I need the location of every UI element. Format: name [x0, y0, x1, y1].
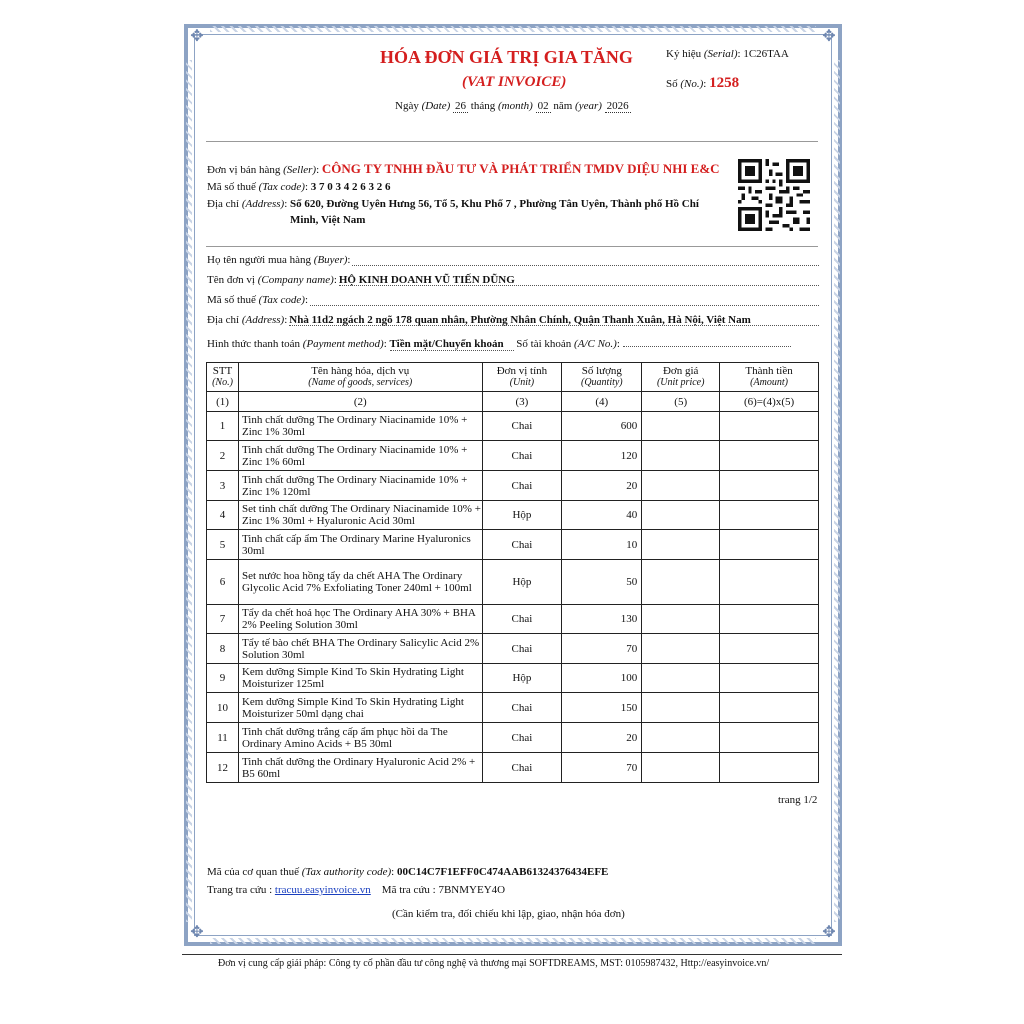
table-row — [207, 664, 819, 693]
row-number: 2 — [207, 441, 239, 471]
ornament-corner-icon: ✥ — [822, 28, 836, 45]
buyer-name-field — [352, 254, 819, 266]
row-number: 4 — [207, 501, 239, 530]
row-number: 7 — [207, 605, 239, 634]
buyer-address-field: Nhà 11d2 ngách 2 ngõ 178 quan nhân, Phường Nhân Chính, Quận Thanh Xuân, Hà Nội, Việt Nam — [289, 314, 819, 326]
table-row — [207, 605, 819, 634]
item-amount — [720, 412, 819, 441]
buyer-company-line: Tên đơn vị (Company name) : HỘ KINH DOANH VŨ TIẾN DŨNG — [207, 274, 819, 286]
row-number: 12 — [207, 753, 239, 783]
payment-line: Hình thức thanh toán (Payment method): Tiền mặt/Chuyển khoản Số tài khoản (A/C No.): — [207, 335, 791, 351]
buyer-name-line: Họ tên người mua hàng (Buyer) : — [207, 254, 819, 266]
item-name: Tinh chất dưỡng The Ordinary Niacinamide 10% + Zinc 1% 30ml — [238, 412, 482, 441]
item-amount — [720, 501, 819, 530]
item-unit: Chai — [482, 753, 562, 783]
ornament-corner-icon: ✥ — [190, 28, 204, 45]
item-name: Tinh chất dưỡng the Ordinary Hyaluronic Acid 2% + B5 60ml — [238, 753, 482, 783]
row-number: 11 — [207, 723, 239, 753]
item-quantity: 600 — [562, 412, 642, 441]
item-name: Tẩy tế bào chết BHA The Ordinary Salicylic Acid 2% Solution 30ml — [238, 634, 482, 664]
item-amount — [720, 471, 819, 501]
lookup-link[interactable]: tracuu.easyinvoice.vn — [274, 884, 371, 896]
divider — [206, 246, 818, 247]
item-amount — [720, 441, 819, 471]
item-unit-price — [642, 471, 720, 501]
item-name: Kem dưỡng Simple Kind To Skin Hydrating Light Moisturizer 50ml dạng chai — [238, 693, 482, 723]
item-unit-price — [642, 723, 720, 753]
item-amount — [720, 753, 819, 783]
item-amount — [720, 605, 819, 634]
item-unit-price — [642, 693, 720, 723]
lookup-code: 7BNMYEY4O — [438, 884, 506, 896]
table-row — [207, 412, 819, 441]
item-name: Set nước hoa hồng tẩy da chết AHA The Ordinary Glycolic Acid 7% Exfoliating Toner 240ml + 100ml — [238, 560, 482, 605]
table-row — [207, 753, 819, 783]
invoice-number: Số (No.): 1258 — [666, 75, 740, 91]
border-pattern-right — [834, 60, 840, 922]
ornament-corner-icon: ✥ — [822, 924, 836, 941]
seller-tax-line: Mã số thuế (Tax code): 3 7 0 3 4 2 6 3 2 6 — [207, 181, 391, 193]
divider — [182, 954, 842, 955]
account-number-field — [623, 335, 791, 347]
item-unit: Hộp — [482, 664, 562, 693]
item-unit: Chai — [482, 471, 562, 501]
item-quantity: 50 — [562, 560, 642, 605]
item-amount — [720, 723, 819, 753]
table-row — [207, 634, 819, 664]
item-quantity: 20 — [562, 471, 642, 501]
item-quantity: 130 — [562, 605, 642, 634]
table-row — [207, 501, 819, 530]
border-pattern-top — [210, 26, 816, 32]
table-row — [207, 471, 819, 501]
item-quantity: 40 — [562, 501, 642, 530]
item-quantity: 10 — [562, 530, 642, 560]
item-name: Tinh chất dưỡng The Ordinary Niacinamide 10% + Zinc 1% 60ml — [238, 441, 482, 471]
qr-code-icon — [738, 158, 810, 232]
item-amount — [720, 634, 819, 664]
border-pattern-bottom — [210, 938, 816, 944]
lookup-line: Trang tra cứu : tracuu.easyinvoice.vn Mã tra cứu : 7BNMYEY4O — [207, 884, 506, 896]
buyer-address-line: Địa chỉ (Address) : Nhà 11d2 ngách 2 ngõ 178 quan nhân, Phường Nhân Chính, Quận Thanh Xuân, Hà Nội, Việt Nam — [207, 314, 819, 326]
buyer-company-field: HỘ KINH DOANH VŨ TIẾN DŨNG — [339, 274, 819, 286]
item-unit: Chai — [482, 530, 562, 560]
item-unit: Hộp — [482, 560, 562, 605]
row-number: 5 — [207, 530, 239, 560]
tax-authority-code-line: Mã của cơ quan thuế (Tax authority code): 00C14C7F1EFF0C474AAB61324376434EFE — [207, 866, 609, 878]
item-unit: Hộp — [482, 501, 562, 530]
item-unit: Chai — [482, 693, 562, 723]
invoice-title: HÓA ĐƠN GIÁ TRỊ GIA TĂNG — [380, 47, 633, 67]
buyer-tax-line: Mã số thuế (Tax code) : — [207, 294, 819, 306]
row-number: 1 — [207, 412, 239, 441]
buyer-tax-field — [310, 294, 819, 306]
provider-info: Đơn vị cung cấp giải pháp: Công ty cổ phần đầu tư công nghệ và thương mại SOFTDREAMS, MST: 0105987432, Http://easyinvoice.vn/ — [218, 958, 770, 969]
page-number: trang 1/2 — [778, 794, 818, 806]
item-name: Tinh chất dưỡng The Ordinary Niacinamide 10% + Zinc 1% 120ml — [238, 471, 482, 501]
table-row — [207, 560, 819, 605]
items-table — [206, 362, 819, 783]
divider — [206, 141, 818, 142]
item-unit-price — [642, 412, 720, 441]
item-unit: Chai — [482, 605, 562, 634]
item-unit-price — [642, 753, 720, 783]
item-quantity: 100 — [562, 664, 642, 693]
item-unit-price — [642, 530, 720, 560]
invoice-subtitle: (VAT INVOICE) — [462, 74, 567, 90]
item-amount — [720, 560, 819, 605]
item-unit-price — [642, 664, 720, 693]
item-unit-price — [642, 634, 720, 664]
item-amount — [720, 530, 819, 560]
column-header: Thành tiền (Amount) — [720, 363, 819, 392]
column-header: Số lượng (Quantity) — [562, 363, 642, 392]
column-header: Đơn vị tính (Unit) — [482, 363, 562, 392]
row-number: 6 — [207, 560, 239, 605]
invoice-serial: Ký hiệu (Serial): 1C26TAA — [666, 48, 789, 60]
item-unit-price — [642, 560, 720, 605]
item-unit: Chai — [482, 723, 562, 753]
item-unit-price — [642, 501, 720, 530]
item-quantity: 120 — [562, 441, 642, 471]
item-unit: Chai — [482, 412, 562, 441]
invoice-date: Ngày (Date) 26 tháng (month) 02 năm (year) 2026 — [395, 100, 629, 112]
row-number: 8 — [207, 634, 239, 664]
table-header-row — [207, 363, 819, 392]
payment-method: Tiền mặt/Chuyển khoản — [390, 338, 514, 351]
column-header: STT (No.) — [207, 363, 239, 392]
border-pattern-left — [186, 60, 192, 922]
item-unit-price — [642, 441, 720, 471]
table-row — [207, 441, 819, 471]
row-number: 10 — [207, 693, 239, 723]
seller-address-line2: Minh, Việt Nam — [290, 214, 366, 226]
item-quantity: 150 — [562, 693, 642, 723]
item-unit-price — [642, 605, 720, 634]
item-name: Kem dưỡng Simple Kind To Skin Hydrating Light Moisturizer 125ml — [238, 664, 482, 693]
item-name: Tinh chất cấp ẩm The Ordinary Marine Hyaluronics 30ml — [238, 530, 482, 560]
item-quantity: 70 — [562, 634, 642, 664]
item-name: Tẩy da chết hoá học The Ordinary AHA 30% + BHA 2% Peeling Solution 30ml — [238, 605, 482, 634]
verification-note: (Cần kiểm tra, đối chiếu khi lập, giao, nhận hóa đơn) — [392, 908, 625, 920]
item-name: Set tinh chất dưỡng The Ordinary Niacinamide 10% + Zinc 1% 30ml + Hyaluronic Acid 30ml — [238, 501, 482, 530]
item-quantity: 70 — [562, 753, 642, 783]
table-row — [207, 723, 819, 753]
column-header: Đơn giá (Unit price) — [642, 363, 720, 392]
item-unit: Chai — [482, 441, 562, 471]
column-index-row: (1) (2) (3) (4) (5) (6)=(4)x(5) — [207, 392, 819, 412]
row-number: 3 — [207, 471, 239, 501]
item-amount — [720, 664, 819, 693]
seller-tax-code: 3 7 0 3 4 2 6 3 2 6 — [310, 181, 391, 193]
seller-name: CÔNG TY TNHH ĐẦU TƯ VÀ PHÁT TRIỂN TMDV DIỆU NHI E&C — [321, 161, 720, 176]
column-header: Tên hàng hóa, dịch vụ (Name of goods, services) — [238, 363, 482, 392]
table-row — [207, 693, 819, 723]
item-unit: Chai — [482, 634, 562, 664]
seller-name-line: Đơn vị bán hàng (Seller): CÔNG TY TNHH ĐẦU TƯ VÀ PHÁT TRIỂN TMDV DIỆU NHI E&C — [207, 161, 720, 176]
table-row — [207, 530, 819, 560]
row-number: 9 — [207, 664, 239, 693]
item-quantity: 20 — [562, 723, 642, 753]
seller-address-line: Địa chỉ (Address): Số 620, Đường Uyên Hưng 56, Tổ 5, Khu Phố 7 , Phường Tân Uyên, Thành phố Hồ Chí — [207, 198, 699, 210]
item-amount — [720, 693, 819, 723]
ornament-corner-icon: ✥ — [190, 924, 204, 941]
item-name: Tinh chất dưỡng trắng cấp ẩm phục hồi da The Ordinary Amino Acids + B5 30ml — [238, 723, 482, 753]
